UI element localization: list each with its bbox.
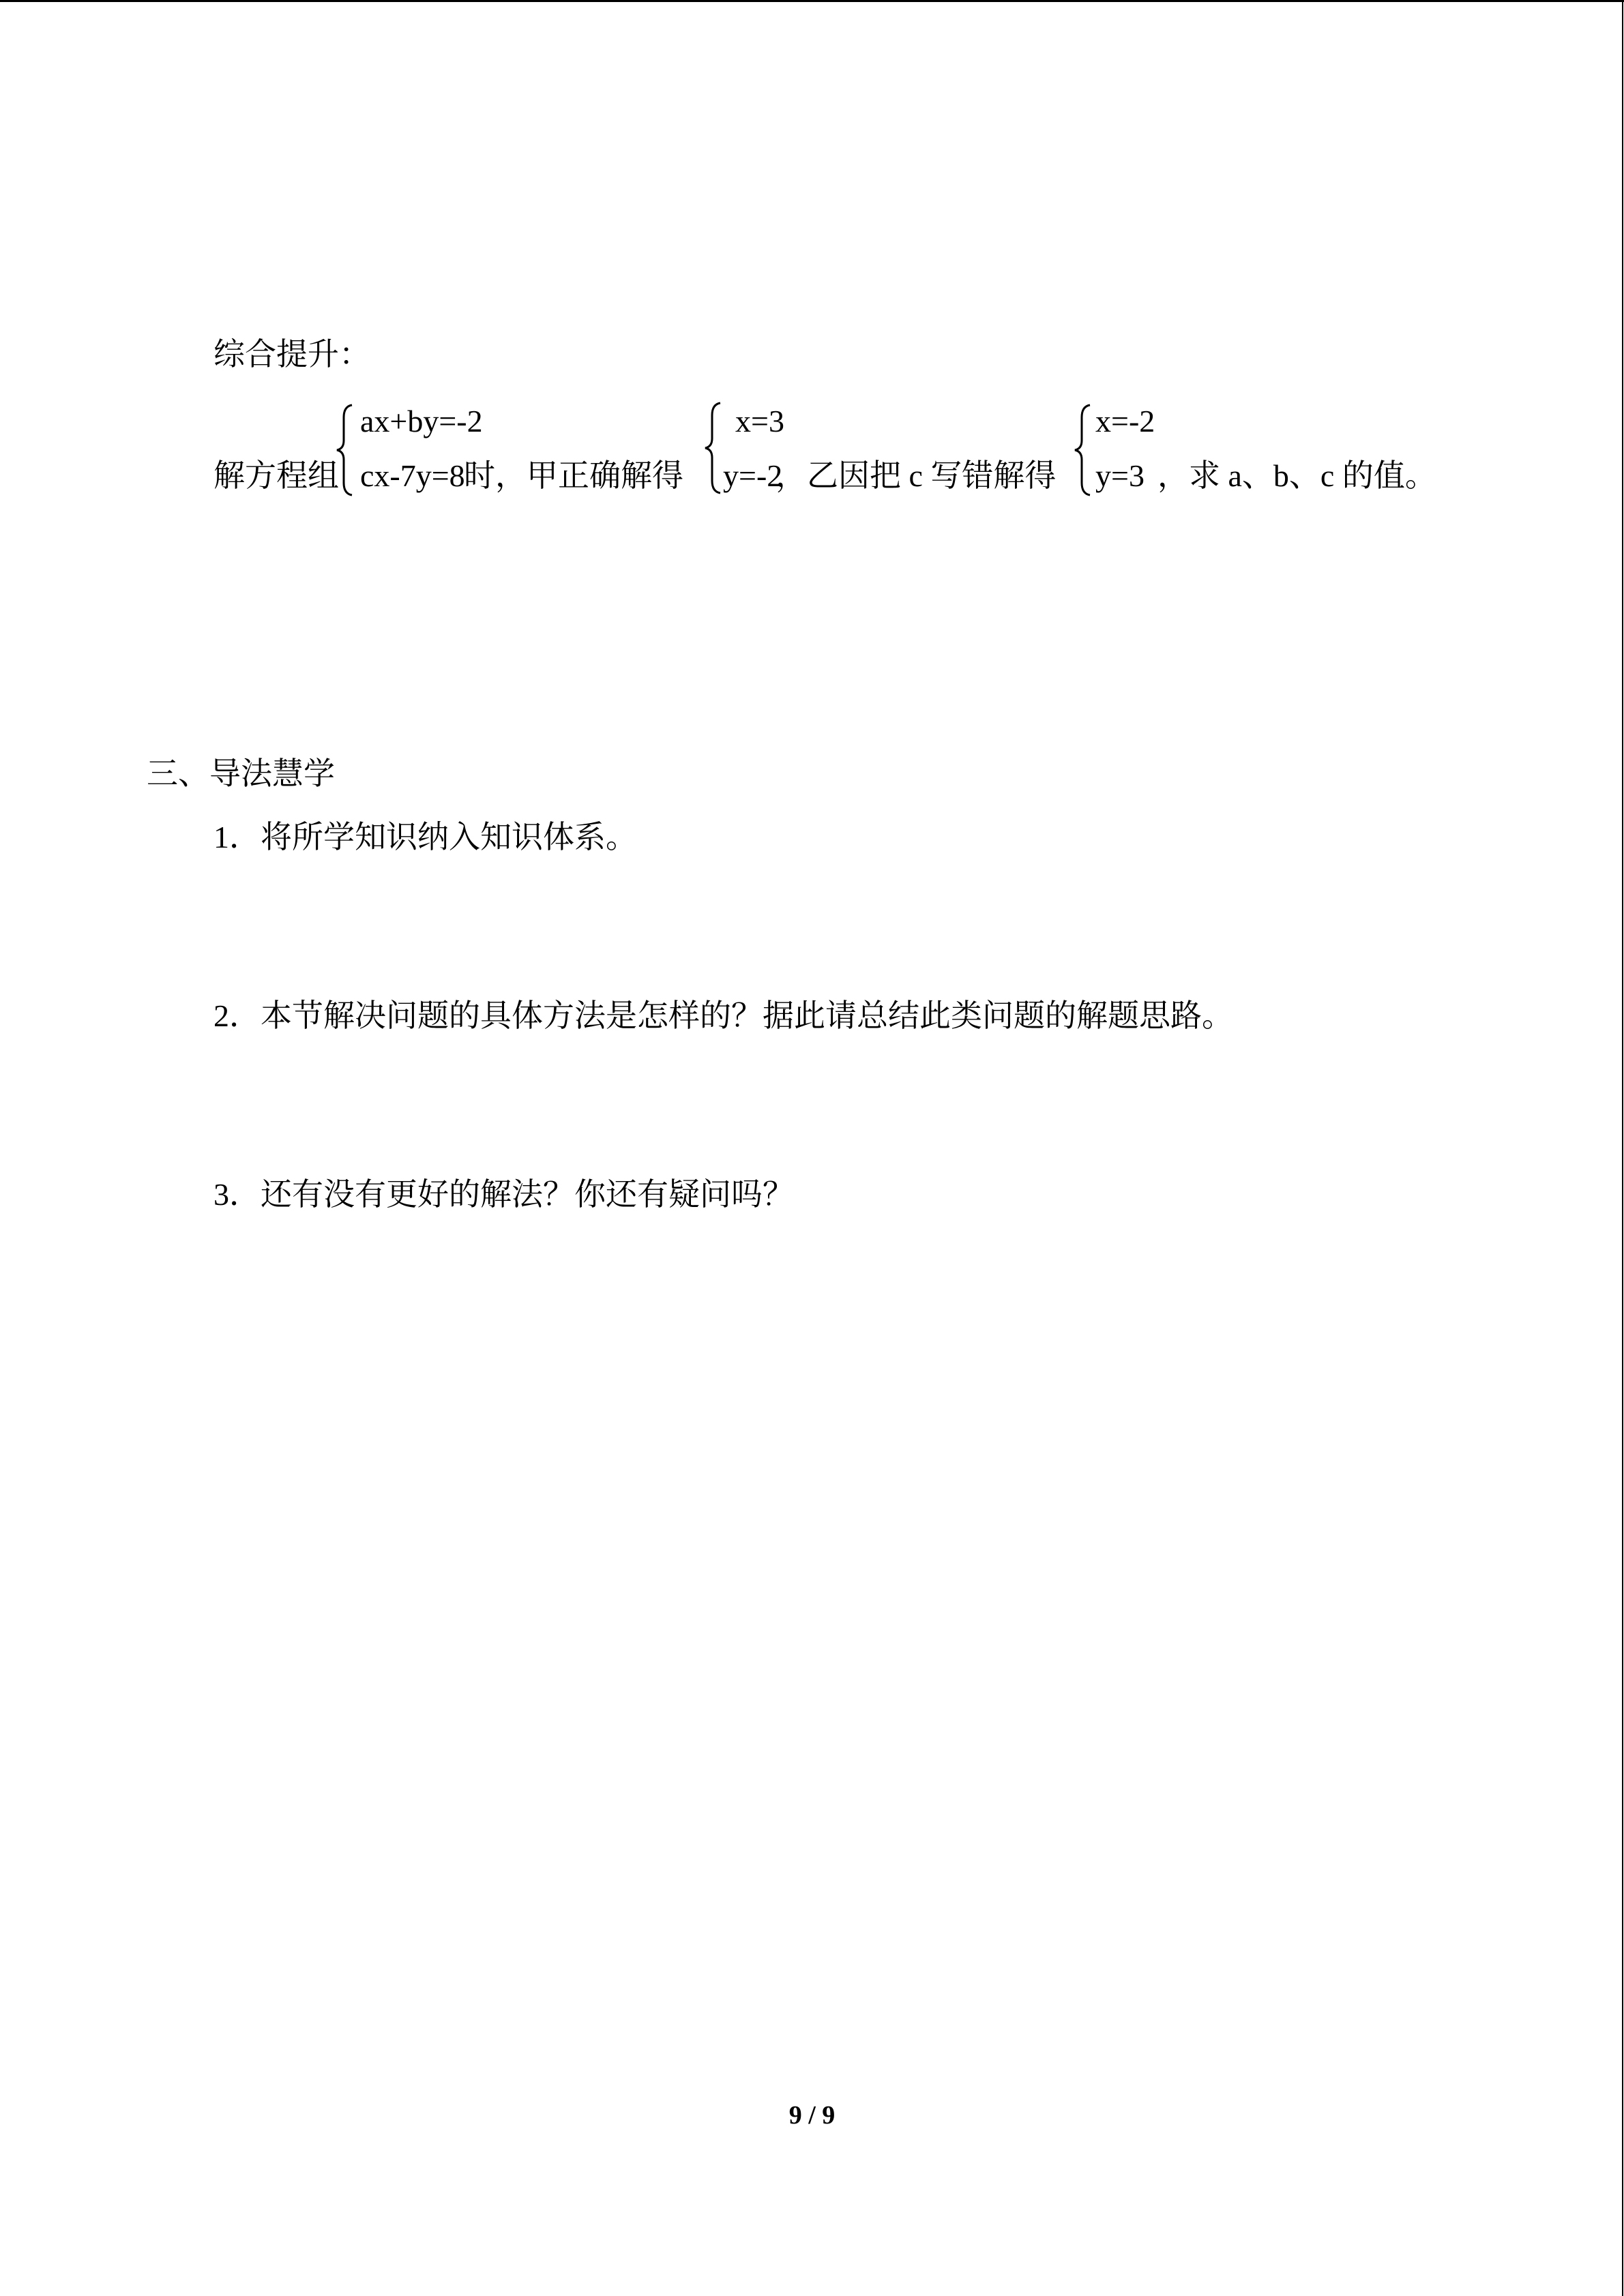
item-number: 2． — [213, 998, 261, 1033]
page-number: 9 / 9 — [788, 2101, 836, 2130]
solution-system-wrong — [1072, 402, 1168, 498]
problem-mid-2: ，乙因把 c 写错解得 — [776, 458, 1057, 493]
left-brace-icon — [1072, 402, 1093, 498]
left-brace-icon — [703, 398, 723, 498]
left-brace-icon — [334, 402, 355, 498]
solution-x: x=3 — [735, 404, 784, 438]
item-text: 本节解决问题的具体方法是怎样的？据此请总结此类问题的解题思路。 — [261, 998, 1233, 1033]
item-number: 1． — [213, 820, 261, 854]
problem-mid-1: 时，甲正确解得 — [464, 458, 683, 493]
list-item — [213, 1176, 794, 1214]
solution-y: y=-2 — [723, 458, 783, 493]
page-top-border — [0, 0, 1624, 2]
item-text: 将所学知识纳入知识体系。 — [261, 820, 637, 854]
page-right-border — [1622, 0, 1623, 2296]
list-item — [213, 818, 637, 856]
section-heading-three: 三、导法慧学 — [147, 756, 335, 791]
wrong-solution-y: y=3 — [1095, 458, 1145, 493]
item-text: 还有没有更好的解法？你还有疑问吗？ — [261, 1177, 794, 1212]
equation-row-1: ax+by=-2 — [360, 404, 483, 438]
list-item — [213, 997, 1233, 1035]
section-heading-comprehensive: 综合提升： — [213, 337, 370, 372]
wrong-solution-x: x=-2 — [1095, 404, 1155, 438]
problem-prefix: 解方程组 — [213, 458, 339, 493]
item-number: 3． — [213, 1177, 261, 1212]
problem-suffix: ，求 a、b、c 的值。 — [1157, 458, 1436, 493]
equation-row-2: cx-7y=8 — [360, 458, 465, 493]
